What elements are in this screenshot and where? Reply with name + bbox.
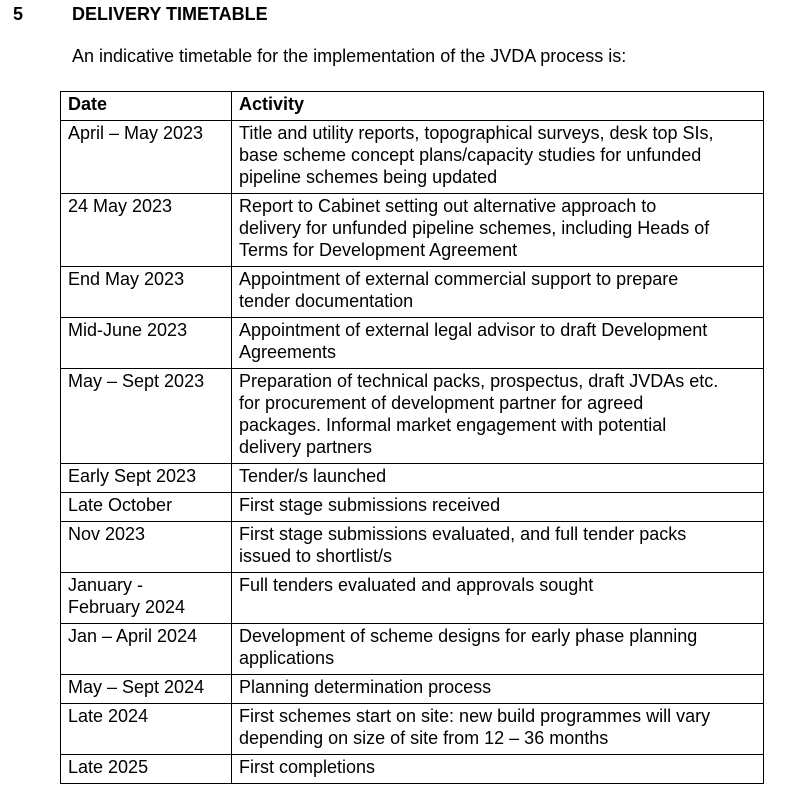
table-row xyxy=(61,493,764,522)
table-row xyxy=(61,704,764,755)
date-cell: End May 2023 xyxy=(61,267,232,318)
delivery-timetable xyxy=(60,91,764,784)
date-cell: Early Sept 2023 xyxy=(61,464,232,493)
table-row xyxy=(61,464,764,493)
date-cell: Mid-June 2023 xyxy=(61,318,232,369)
table-row xyxy=(61,675,764,704)
activity-cell: Development of scheme designs for early phase planning applications xyxy=(232,624,764,675)
date-cell: Late 2024 xyxy=(61,704,232,755)
activity-cell: Report to Cabinet setting out alternative approach to delivery for unfunded pipeline schemes, including Heads of Terms for Development Agreement xyxy=(232,194,764,267)
activity-cell: Preparation of technical packs, prospectus, draft JVDAs etc. for procurement of development partner for agreed packages. Informal market engagement with potential delivery partners xyxy=(232,369,764,464)
section-title: DELIVERY TIMETABLE xyxy=(72,4,268,24)
table-row xyxy=(61,522,764,573)
date-cell: April – May 2023 xyxy=(61,121,232,194)
date-cell: Late 2025 xyxy=(61,755,232,784)
date-cell: May – Sept 2023 xyxy=(61,369,232,464)
activity-cell: First schemes start on site: new build programmes will vary depending on size of site from 12 – 36 months xyxy=(232,704,764,755)
activity-cell: Tender/s launched xyxy=(232,464,764,493)
intro-text: An indicative timetable for the implementation of the JVDA process is: xyxy=(72,46,627,66)
activity-cell: Appointment of external commercial support to prepare tender documentation xyxy=(232,267,764,318)
table-row xyxy=(61,573,764,624)
table-row xyxy=(61,624,764,675)
table-row xyxy=(61,755,764,784)
table-row xyxy=(61,121,764,194)
table-row xyxy=(61,369,764,464)
activity-cell: Title and utility reports, topographical surveys, desk top SIs, base scheme concept plans/capacity studies for unfunded pipeline schemes being updated xyxy=(232,121,764,194)
activity-cell: Appointment of external legal advisor to draft Development Agreements xyxy=(232,318,764,369)
date-cell: May – Sept 2024 xyxy=(61,675,232,704)
date-cell: January - February 2024 xyxy=(61,573,232,624)
activity-cell: Planning determination process xyxy=(232,675,764,704)
column-header-date: Date xyxy=(61,92,232,121)
activity-cell: Full tenders evaluated and approvals sought xyxy=(232,573,764,624)
date-cell: Nov 2023 xyxy=(61,522,232,573)
column-header-activity: Activity xyxy=(232,92,764,121)
table-header-row xyxy=(61,92,764,121)
table-row xyxy=(61,267,764,318)
date-cell: Late October xyxy=(61,493,232,522)
activity-cell: First completions xyxy=(232,755,764,784)
date-cell: 24 May 2023 xyxy=(61,194,232,267)
table-row xyxy=(61,318,764,369)
table-row xyxy=(61,194,764,267)
date-cell: Jan – April 2024 xyxy=(61,624,232,675)
section-number: 5 xyxy=(13,4,24,24)
activity-cell: First stage submissions received xyxy=(232,493,764,522)
activity-cell: First stage submissions evaluated, and full tender packs issued to shortlist/s xyxy=(232,522,764,573)
